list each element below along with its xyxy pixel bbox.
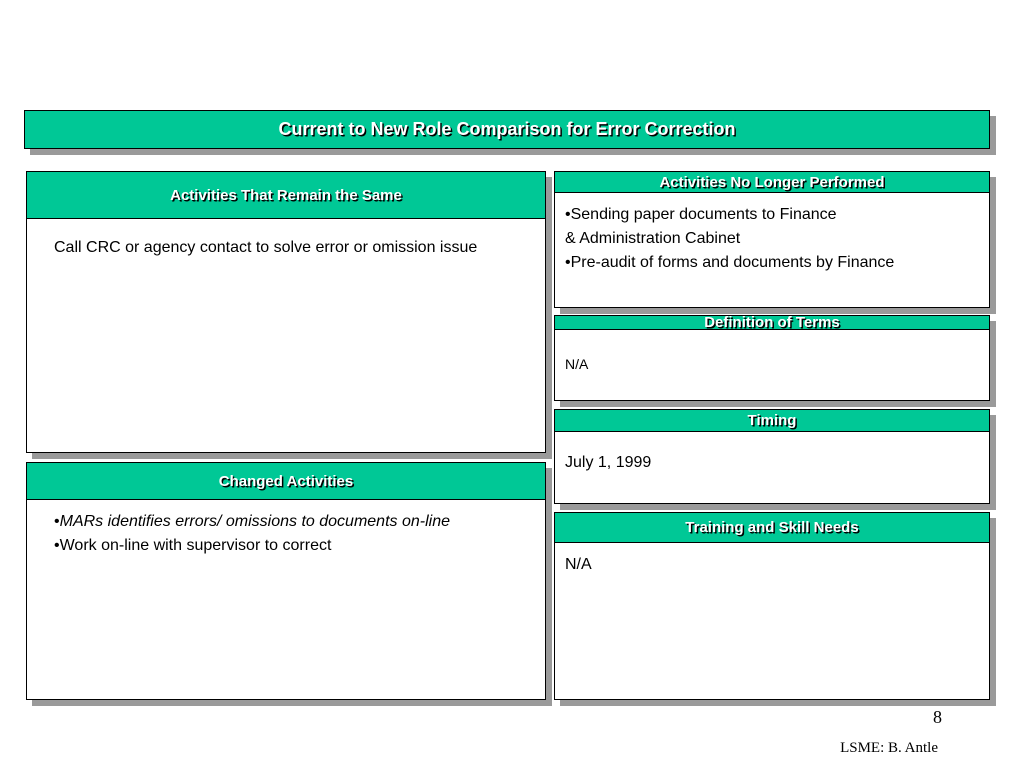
remain-same-box xyxy=(26,171,546,453)
remain-same-item: Call CRC or agency contact to solve error or omission issue xyxy=(54,239,478,256)
definition-of-terms-box xyxy=(554,315,990,401)
definition-of-terms-body: N/A xyxy=(565,356,589,372)
changed-activities-box xyxy=(26,462,546,700)
bullet-marker: • xyxy=(54,537,60,554)
footer-credit: LSME: B. Antle xyxy=(840,740,938,756)
timing-body: July 1, 1999 xyxy=(565,454,652,471)
page-number: 8 xyxy=(933,707,942,727)
definition-of-terms-header: Definition of Terms xyxy=(555,316,989,330)
changed-activities-body xyxy=(27,500,545,699)
no-longer-performed-header: Activities No Longer Performed xyxy=(555,172,989,193)
remain-same-body xyxy=(27,219,545,452)
training-skill-needs-box xyxy=(554,512,990,700)
changed-activity-text: Work on-line with supervisor to correct xyxy=(59,537,332,554)
timing-box xyxy=(554,409,990,504)
changed-activities-header: Changed Activities xyxy=(27,463,545,500)
slide-title: Current to New Role Comparison for Error Correction xyxy=(25,111,989,148)
changed-activity-item xyxy=(54,510,545,534)
changed-activity-text: MARs identifies errors/ omissions to documents on-line xyxy=(59,513,450,530)
changed-activity-item xyxy=(54,534,545,558)
no-longer-performed-line: •Pre-audit of forms and documents by Finance xyxy=(565,254,895,271)
bullet-marker: • xyxy=(54,513,60,530)
no-longer-performed-body xyxy=(555,193,989,307)
timing-header: Timing xyxy=(555,410,989,432)
no-longer-performed-line: & Administration Cabinet xyxy=(565,230,741,247)
training-skill-needs-body: N/A xyxy=(565,556,592,573)
title-banner xyxy=(24,110,990,149)
no-longer-performed-box xyxy=(554,171,990,308)
training-skill-needs-header: Training and Skill Needs xyxy=(555,513,989,543)
remain-same-header: Activities That Remain the Same xyxy=(27,172,545,219)
no-longer-performed-line: •Sending paper documents to Finance xyxy=(565,206,837,223)
